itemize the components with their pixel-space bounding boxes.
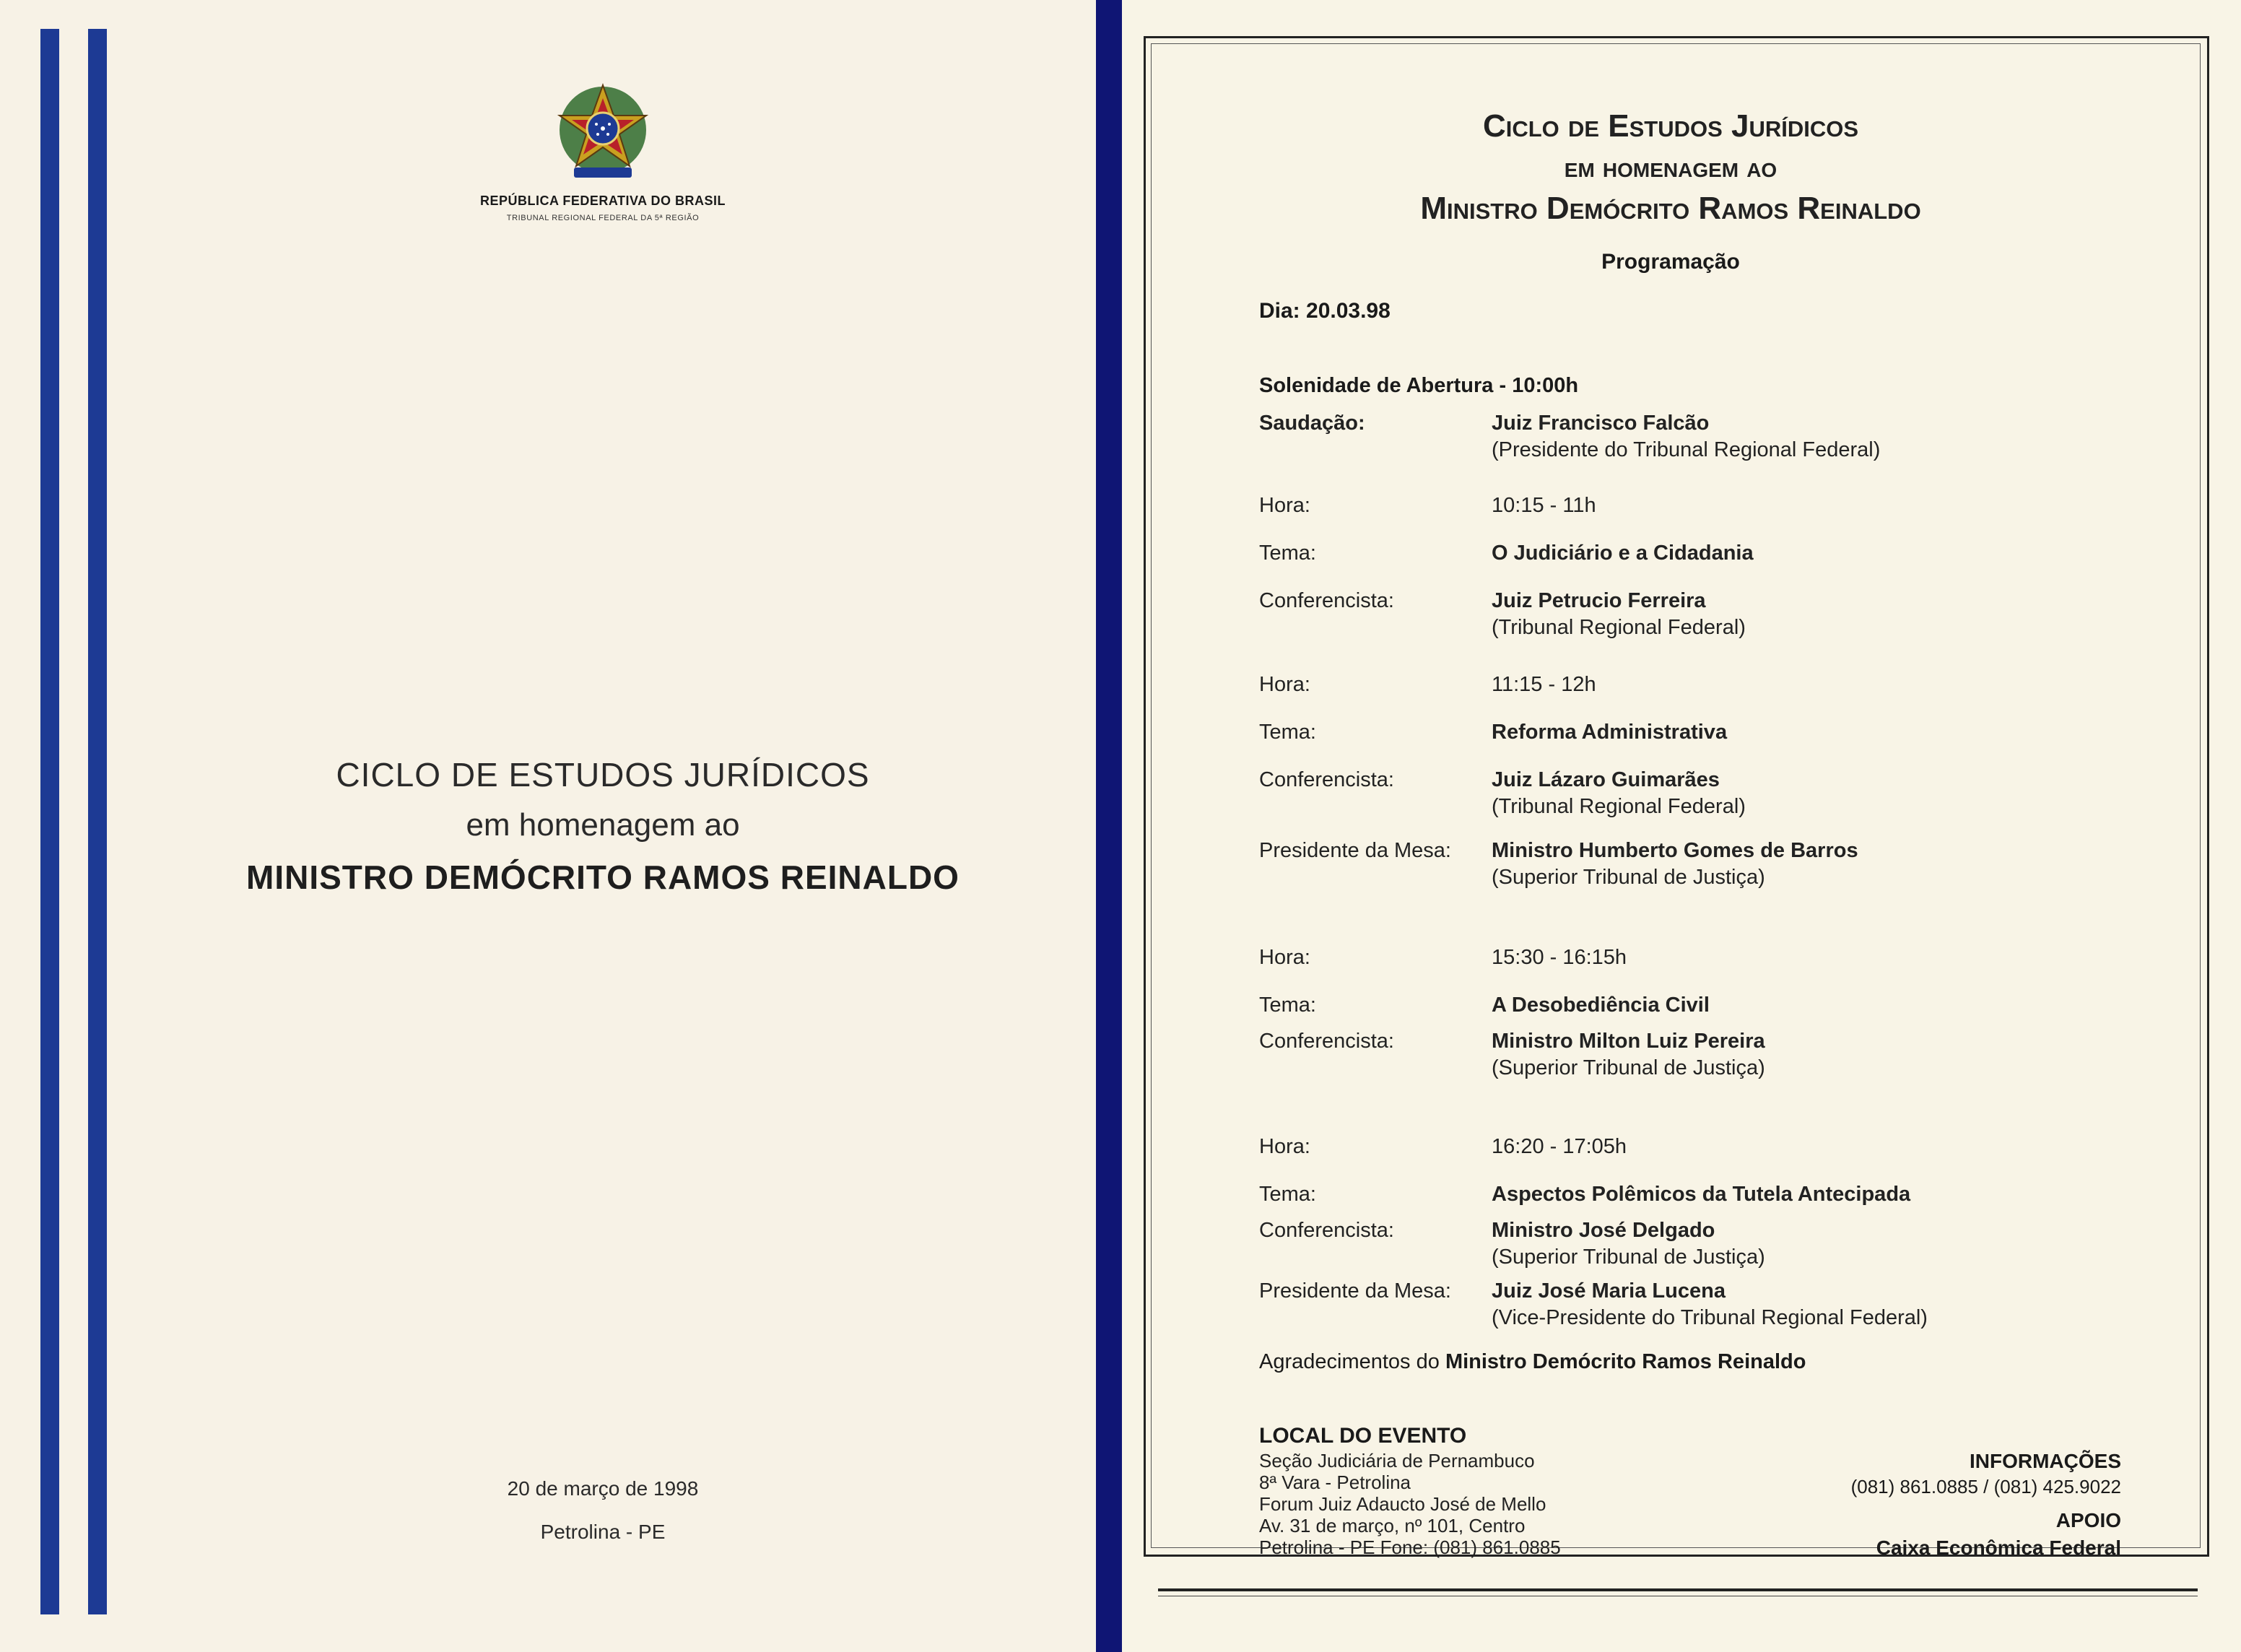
cover-title-line3: MINISTRO DEMÓCRITO RAMOS REINALDO: [246, 858, 960, 896]
session-theme: O Judiciário e a Cidadania: [1492, 542, 1754, 565]
conferencista-label: Conferencista:: [1259, 1030, 1394, 1053]
speaker-name: Ministro José Delgado: [1492, 1219, 1715, 1242]
presidente-label: Presidente da Mesa:: [1259, 839, 1451, 862]
program-page: [1122, 0, 2241, 1652]
speaker-role: (Tribunal Regional Federal): [1492, 795, 1746, 818]
page-divider: [1096, 0, 1122, 1652]
speaker-role: (Superior Tribunal de Justiça): [1492, 1245, 1765, 1269]
session-chair: [1492, 839, 1858, 890]
chair-role: (Superior Tribunal de Justiça): [1492, 866, 1765, 889]
greeting-role: (Presidente do Tribunal Regional Federal): [1492, 438, 1881, 461]
program-title-line1: Ciclo de Estudos Jurídicos: [1482, 108, 1859, 144]
presidente-label: Presidente da Mesa:: [1259, 1279, 1451, 1303]
session-time: 10:15 - 11h: [1492, 494, 1596, 517]
venue-line: 8ª Vara - Petrolina: [1259, 1471, 1411, 1493]
venue-line: Seção Judiciária de Pernambuco: [1259, 1450, 1535, 1471]
greeting-name: Juiz Francisco Falcão: [1492, 412, 1710, 435]
venue-line: Av. 31 de março, nº 101, Centro: [1259, 1515, 1526, 1536]
info-heading: INFORMAÇÕES: [1970, 1450, 2121, 1472]
tema-label: Tema:: [1259, 721, 1316, 744]
venue-line: Petrolina - PE Fone: (081) 861.0885: [1259, 1536, 1561, 1558]
program-title-line2: em homenagem ao: [1564, 152, 1777, 183]
tema-label: Tema:: [1259, 542, 1316, 565]
hora-label: Hora:: [1259, 1135, 1310, 1158]
support-heading: APOIO: [2055, 1509, 2121, 1531]
conferencista-label: Conferencista:: [1259, 1219, 1394, 1242]
chair-name: Juiz José Maria Lucena: [1492, 1279, 1726, 1303]
session-speaker: [1492, 768, 1746, 819]
session-chair: [1492, 1279, 1928, 1330]
session-time: 15:30 - 16:15h: [1492, 946, 1627, 969]
program-title-line3: Ministro Demócrito Ramos Reinaldo: [1420, 191, 1921, 226]
cover-page: [0, 0, 1096, 1652]
info-phone: (081) 861.0885 / (081) 425.9022: [1850, 1476, 2121, 1497]
thanks-name: Ministro Demócrito Ramos Reinaldo: [1445, 1350, 1806, 1373]
hora-label: Hora:: [1259, 673, 1310, 696]
blue-stripe: [40, 29, 59, 1614]
tema-label: Tema:: [1259, 1183, 1316, 1206]
cover-title-line1: CICLO DE ESTUDOS JURÍDICOS: [336, 756, 870, 794]
hora-label: Hora:: [1259, 946, 1310, 969]
support-value: Caixa Econômica Federal: [1876, 1536, 2121, 1559]
bottom-rule: [1158, 1588, 2198, 1591]
cover-date: 20 de março de 1998: [507, 1477, 699, 1500]
cover-place: Petrolina - PE: [540, 1521, 666, 1543]
session-time: 16:20 - 17:05h: [1492, 1135, 1627, 1158]
tema-label: Tema:: [1259, 994, 1316, 1017]
session-time: 11:15 - 12h: [1492, 673, 1596, 696]
session-theme: Aspectos Polêmicos da Tutela Antecipada: [1492, 1183, 1911, 1206]
speaker-name: Ministro Milton Luiz Pereira: [1492, 1030, 1765, 1053]
conferencista-label: Conferencista:: [1259, 768, 1394, 791]
opening-ceremony: Solenidade de Abertura - 10:00h: [1259, 374, 1579, 397]
cover-title-line2: em homenagem ao: [466, 807, 740, 843]
speaker-role: (Superior Tribunal de Justiça): [1492, 1056, 1765, 1079]
tribunal-label: TRIBUNAL REGIONAL FEDERAL DA 5ª REGIÃO: [506, 214, 700, 222]
greeting-speaker: [1492, 412, 1880, 462]
session-theme: Reforma Administrativa: [1492, 721, 1728, 744]
blue-stripe: [88, 29, 107, 1614]
thanks-prefix: Agradecimentos do: [1259, 1350, 1440, 1373]
session-speaker: [1492, 589, 1746, 640]
hora-label: Hora:: [1259, 494, 1310, 517]
chair-role: (Vice-Presidente do Tribunal Regional Federal): [1492, 1306, 1928, 1329]
session-speaker: [1492, 1219, 1765, 1269]
greeting-label: Saudação:: [1259, 412, 1365, 435]
venue-heading: LOCAL DO EVENTO: [1259, 1424, 1467, 1448]
coat-of-arms-icon: [549, 78, 657, 186]
speaker-name: Juiz Petrucio Ferreira: [1492, 589, 1706, 612]
session-theme: A Desobediência Civil: [1492, 994, 1710, 1017]
conferencista-label: Conferencista:: [1259, 589, 1394, 612]
chair-name: Ministro Humberto Gomes de Barros: [1492, 839, 1858, 862]
speaker-role: (Tribunal Regional Federal): [1492, 616, 1746, 639]
program-heading: Programação: [1601, 250, 1740, 274]
republic-label: REPÚBLICA FEDERATIVA DO BRASIL: [479, 194, 726, 208]
venue-line: Forum Juiz Adaucto José de Mello: [1259, 1493, 1546, 1515]
event-day: Dia: 20.03.98: [1259, 299, 1391, 323]
speaker-name: Juiz Lázaro Guimarães: [1492, 768, 1720, 791]
acknowledgements: [1259, 1350, 1806, 1374]
session-speaker: [1492, 1030, 1765, 1080]
